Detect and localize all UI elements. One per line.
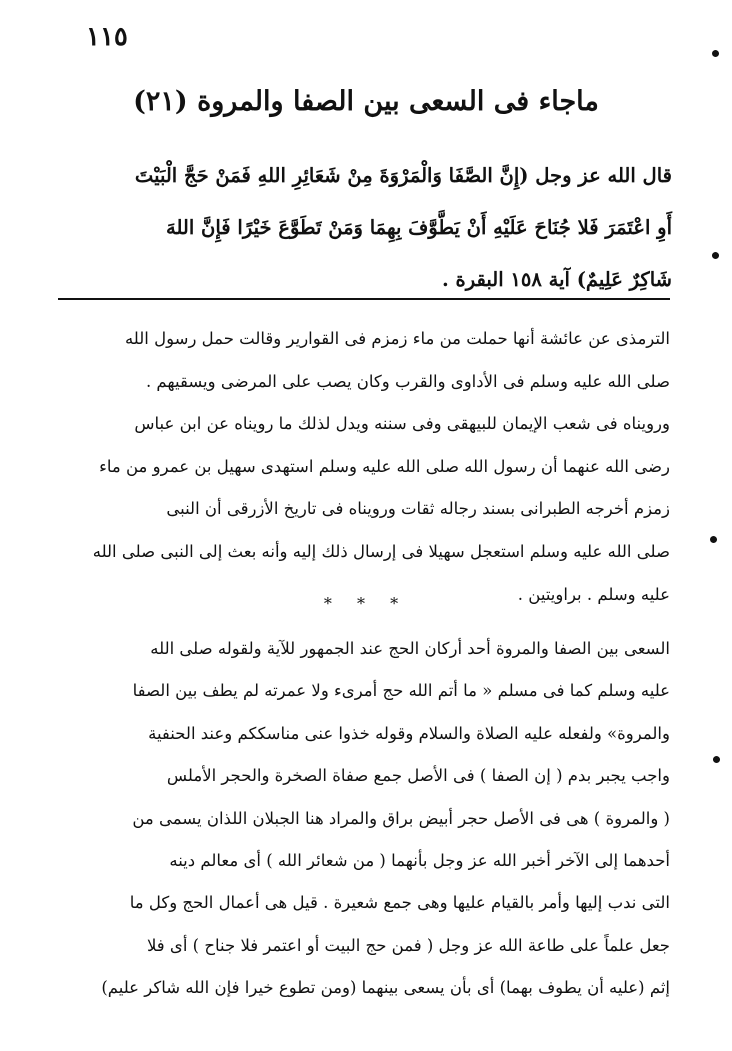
commentary-line: أحدهما إلى الآخر أخبر الله عز وجل بأنهما ( من شعائر الله ) أى معالم دينه [169,851,670,871]
verse-line: قال الله عز وجل (إِنَّ الصَّفَا وَالْمَرْوَةَ مِنْ شَعَائِرِ اللهِ فَمَنْ حَجَّ الْبَيْتَ [134,164,672,187]
scan-speck [711,49,720,58]
quran-verse-block [58,150,672,306]
chapter-title: (٢١) ماجاء فى السعى بين الصفا والمروة [133,86,599,117]
commentary-line: إثم (عليه أن يطوف بهما) أى بأن يسعى بينهما (ومن تطوع خيرا فإن الله شاكر عليم) [101,978,670,998]
commentary-line: عليه وسلم كما فى مسلم « ما أتم الله حج أمرىء ولا عمرته لم يطف بين الصفا [132,681,670,701]
commentary-line: التى ندب إليها وأمر بالقيام عليها وهى جمع شعيرة . قيل هى أعمال الحج وكل ما [129,893,670,913]
verse-line: شَاكِرٌ عَلِيمٌ) آية ١٥٨ البقرة . [441,268,672,291]
hadith-line: صلى الله عليه وسلم فى الأداوى والقرب وكان يصب على المرضى ويسقيهم . [145,371,670,391]
hadith-line: عليه وسلم . براويتين . [517,584,670,604]
hadith-line: زمزم أخرجه الطبرانى بسند رجاله ثقات ورويناه فى تاريخ الأزرقى أن النبى [166,499,670,519]
commentary-text-block [60,628,670,1010]
hadith-text-block [60,318,670,616]
verse-line: أَوِ اعْتَمَرَ فَلا جُنَاحَ عَلَيْهِ أَنْ يَطَّوَّفَ بِهِمَا وَمَنْ تَطَوَّعَ خَيْرًا فَإِنَّ اللهَ [165,216,672,239]
hadith-line: صلى الله عليه وسلم استعجل سهيلا فى إرسال ذلك إليه وأنه بعث إلى النبى صلى الله [92,541,670,561]
horizontal-rule [58,298,670,300]
scan-speck [712,755,721,764]
commentary-line: ( والمروة ) هى فى الأصل حجر أبيض براق والمراد هنا الجبلان اللذان يسمى من [132,808,670,828]
page-number: ١١٥ [86,22,128,52]
commentary-line: السعى بين الصفا والمروة أحد أركان الحج عند الجمهور للآية ولقوله صلى الله [150,639,670,658]
scan-speck [711,251,720,260]
section-separator: * * * [323,594,409,613]
hadith-line: ورويناه فى شعب الإيمان للبيهقى وفى سننه ويدل لذلك ما رويناه عن ابن عباس [134,414,670,434]
scan-speck [709,535,718,544]
hadith-line: رضى الله عنهما أن رسول الله صلى الله عليه وسلم استهدى سهيل بن عمرو من ماء [99,456,670,476]
hadith-line: الترمذى عن عائشة أنها حملت من ماء زمزم فى القوارير وقالت حمل رسول الله [124,329,670,348]
commentary-line: جعل علماً على طاعة الله عز وجل ( فمن حج البيت أو اعتمر فلا جناح ) أى فلا [146,935,670,955]
commentary-line: واجب يجبر بدم ( إن الصفا ) فى الأصل جمع صفاة الصخرة والحجر الأملس [166,766,670,786]
commentary-line: والمروة» ولفعله عليه الصلاة والسلام وقوله خذوا عنى مناسككم وعند الحنفية [148,723,670,743]
